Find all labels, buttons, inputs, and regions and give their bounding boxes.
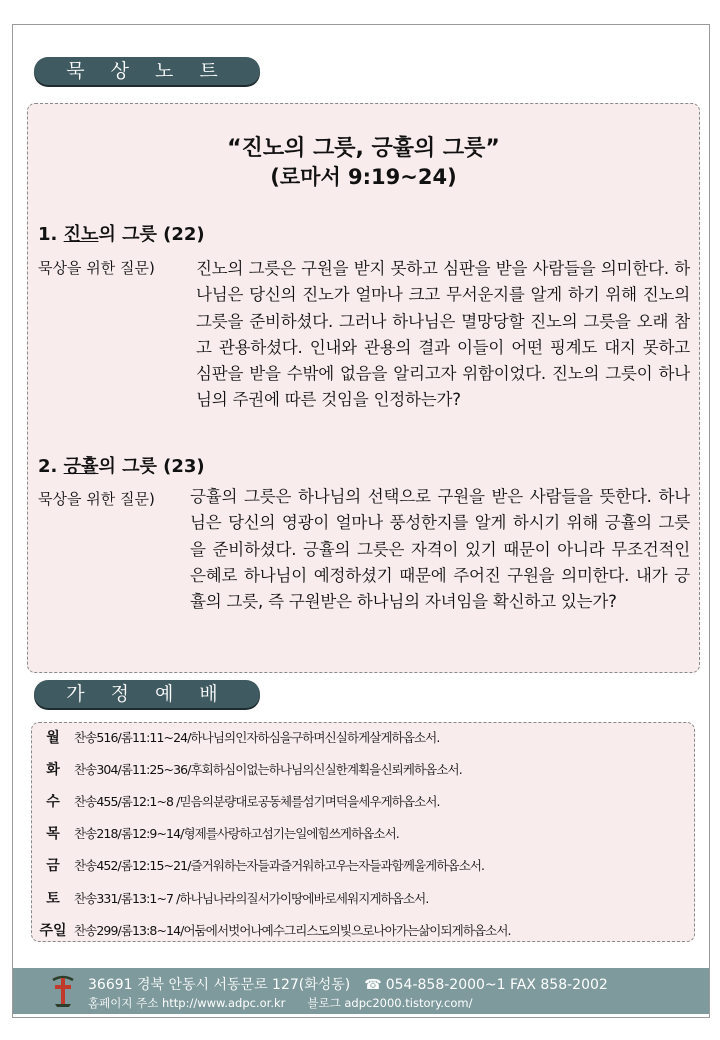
worship-text: 찬송218/롬12:9~14/형제를사랑하고섬기는일에힘쓰게하옵소서. bbox=[74, 826, 399, 841]
worship-text: 찬송452/롬12:15~21/즐거워하는자들과즐거워하고우는자들과함께울게하옵소서. bbox=[74, 858, 485, 873]
worship-day: 화 bbox=[46, 762, 60, 778]
worship-row-sun bbox=[32, 917, 696, 943]
meditation-section-header: 묵 상 노 트 bbox=[34, 57, 260, 85]
point-2-question-body: 긍휼의 그릇은 하나님의 선택으로 구원을 받은 사람들을 뜻한다. 하나님은 당신의 영광이 얼마나 풍성한지를 알게 하시기 위해 긍휼의 그릇을 준비하셨다. 긍휼의 그릇은 자격이 있기 때문이 아니라 무조건적인 은혜로 하나님이 예정하셨기 때문에 주어진 구원을 의미한다. 내가 긍휼의 그릇, 즉 구원받은 하나님의 자녀임을 확신하고 있는가? bbox=[190, 487, 690, 612]
point-1-question-body: 진노의 그릇은 구원을 받지 못하고 심판을 받을 사람들을 의미한다. 하나님은 당신의 진노가 얼마나 크고 무서운지를 알게 하기 위해 진노의 그릇을 준비하셨다. 그러나 하나님은 멸망당할 진노의 그릇을 오래 참고 관용하셨다. 인내와 관용의 결과 이들이 어떤 핑계도 대지 못하고 심판을 받을 수밖에 없음을 알리고자 위함이었다. 진노의 그릇이 하나님의 주권에 따른 것임을 인정하는가? bbox=[196, 259, 690, 410]
worship-text: 찬송331/롬13:1~7 /하나님나라의질서가이땅에바로세워지게하옵소서. bbox=[74, 891, 429, 906]
worship-day: 주일 bbox=[39, 923, 67, 939]
point-1-heading-rest: 의 그릇 bbox=[98, 224, 157, 245]
point-1-question-label: 묵상을 위한 질문) bbox=[38, 259, 155, 277]
footer-links-line bbox=[88, 995, 473, 1011]
point-2-verse: (23) bbox=[163, 456, 205, 477]
worship-day: 수 bbox=[46, 794, 60, 810]
footer-blog-link[interactable]: 블로그 adpc2000.tistory.com/ bbox=[307, 996, 473, 1010]
point-2-number: 2. bbox=[38, 456, 58, 477]
worship-text: 찬송516/롬11:11~24/하나님의인자하심을구하며신실하게살게하옵소서. bbox=[74, 730, 440, 745]
worship-row-wed bbox=[32, 788, 696, 814]
worship-row-thu bbox=[32, 820, 696, 846]
worship-text: 찬송304/롬11:25~36/후회하심이없는하나님의신실한계획을신뢰케하옵소서. bbox=[74, 762, 462, 777]
church-footer bbox=[13, 968, 709, 1014]
footer-address-line bbox=[88, 974, 608, 994]
worship-day: 토 bbox=[46, 891, 60, 907]
worship-row-mon bbox=[32, 724, 696, 750]
point-2-heading bbox=[38, 452, 205, 478]
point-1-keyword: 진노 bbox=[63, 224, 99, 245]
footer-phone: 054-858-2000~1 FAX 858-2002 bbox=[385, 977, 608, 993]
footer-homepage-link[interactable]: 홈페이지 주소 http://www.adpc.or.kr bbox=[88, 996, 286, 1010]
worship-day: 월 bbox=[46, 730, 60, 746]
point-2-question-label: 묵상을 위한 질문) bbox=[38, 490, 155, 508]
point-2-heading-rest: 의 그릇 bbox=[98, 456, 157, 477]
worship-row-sat bbox=[32, 885, 696, 911]
meditation-box bbox=[27, 103, 700, 673]
point-1-verse: (22) bbox=[163, 224, 205, 245]
sermon-title: “진노의 그릇, 긍휼의 그릇” bbox=[227, 136, 500, 161]
worship-text: 찬송455/롬12:1~8 /믿음의분량대로공동체를섬기며덕을세우게하옵소서. bbox=[74, 794, 440, 809]
family-worship-box bbox=[31, 722, 695, 942]
point-1-heading bbox=[38, 220, 205, 246]
point-2-keyword: 긍휼 bbox=[63, 456, 99, 477]
footer-address: 36691 경북 안동시 서동문로 127(화성동) bbox=[88, 977, 351, 993]
church-cross-logo bbox=[51, 974, 75, 1008]
point-1-number: 1. bbox=[38, 224, 58, 245]
worship-day: 목 bbox=[46, 826, 60, 842]
worship-section-header: 가 정 예 배 bbox=[34, 680, 260, 708]
worship-text: 찬송299/롬13:8~14/어둠에서벗어나예수그리스도의빛으로나아가는삶이되게하옵소서. bbox=[74, 923, 511, 938]
worship-day: 금 bbox=[46, 858, 60, 874]
sermon-reference: (로마서 9:19~24) bbox=[270, 165, 457, 189]
worship-row-tue bbox=[32, 756, 696, 782]
worship-row-fri bbox=[32, 852, 696, 878]
phone-icon: ☎ bbox=[364, 977, 382, 993]
